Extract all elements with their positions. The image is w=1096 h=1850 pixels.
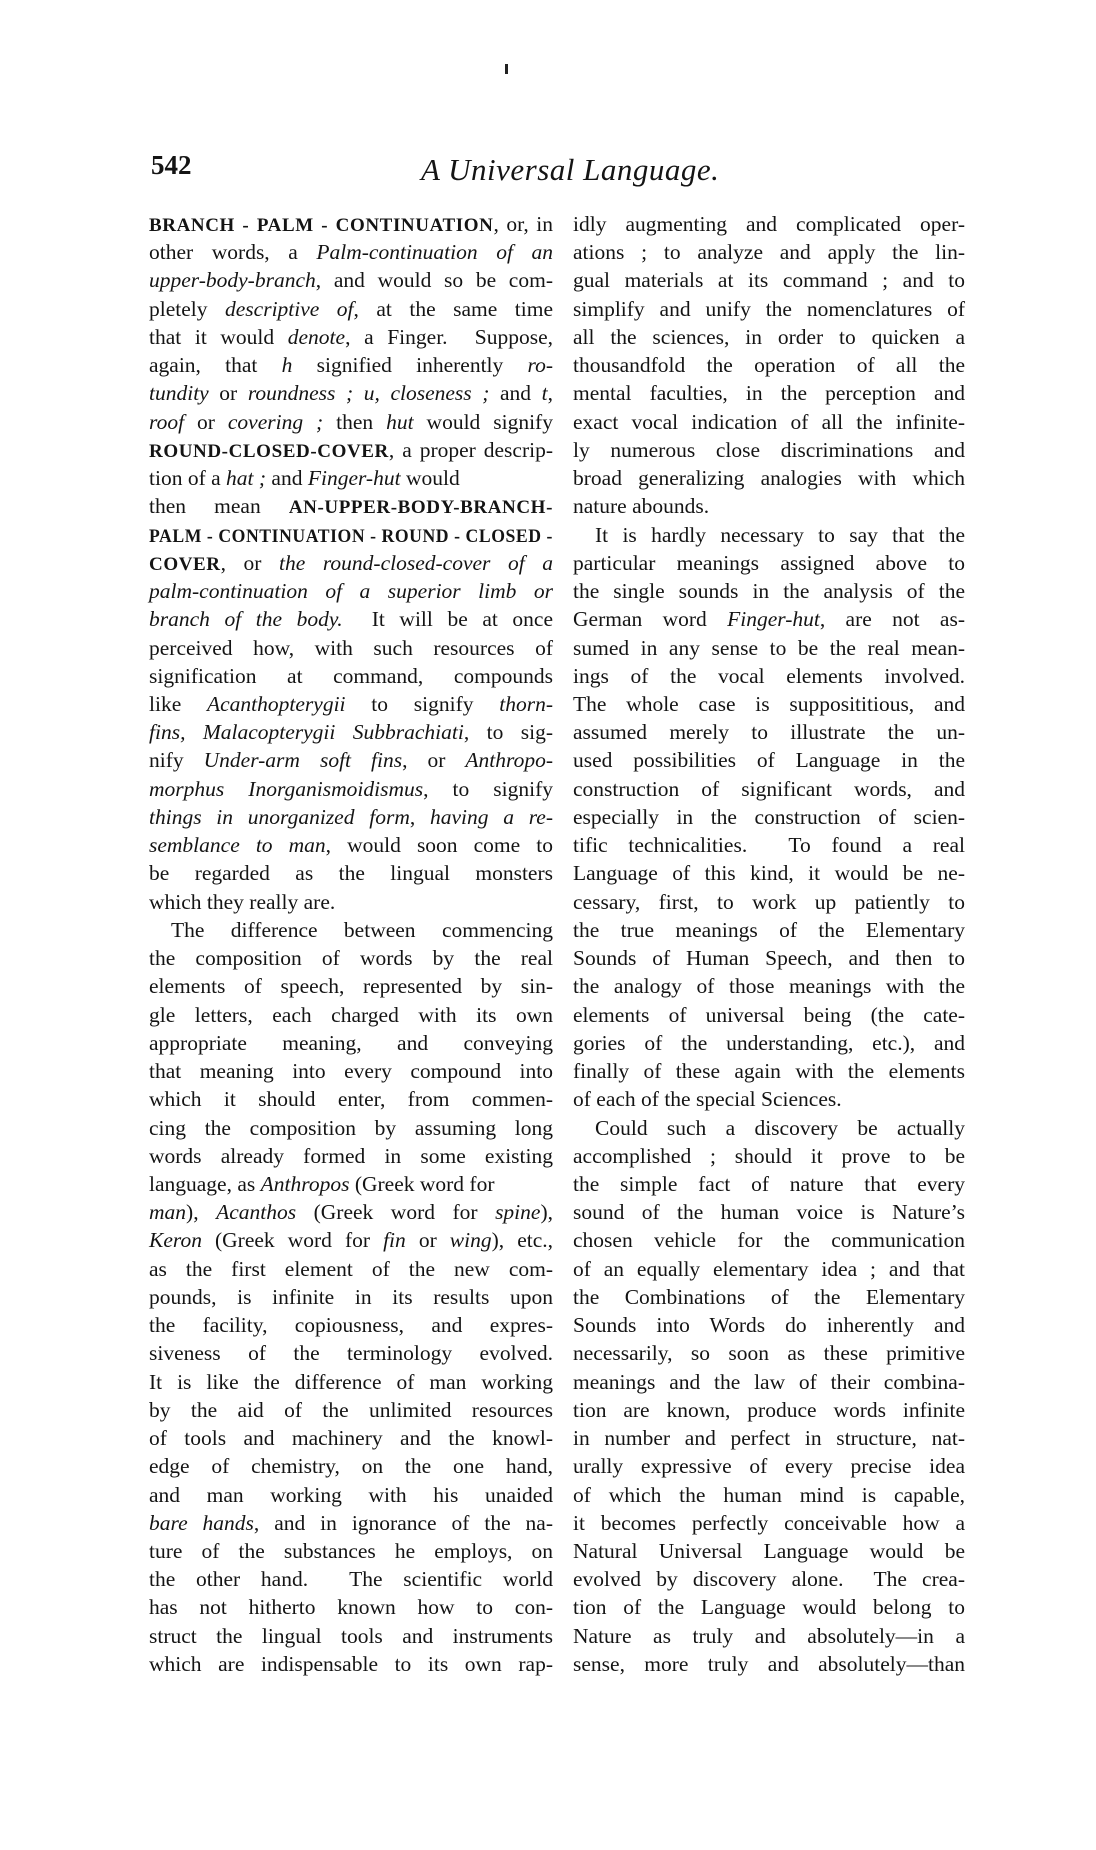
body-text: or	[184, 409, 228, 434]
text-line	[573, 1114, 965, 1142]
body-text: pletely	[149, 296, 225, 321]
text-line	[149, 1565, 553, 1593]
italic-text: having a re-	[429, 804, 553, 829]
body-text: the facility, copiousness, and expres-	[149, 1313, 553, 1338]
body-text: , or	[220, 550, 280, 575]
body-text: appropriate meaning, and conveying	[149, 1030, 553, 1055]
text-line	[573, 605, 965, 633]
text-line	[573, 1198, 965, 1226]
body-text: that it would	[149, 324, 288, 349]
body-text: ),	[540, 1200, 553, 1225]
body-text: as the first element of the new com-	[149, 1256, 553, 1281]
text-line	[573, 577, 965, 605]
page-number: 542	[151, 150, 192, 180]
small-caps-text: PALM - CONTINUATION - ROUND - CLOSED -	[149, 525, 553, 547]
italic-text: fins, Malacopterygii Subbrachiati	[149, 720, 464, 745]
body-text: of which the human mind is capable,	[573, 1482, 965, 1507]
italic-text: hat ;	[226, 466, 267, 491]
body-text: It is like the difference of man working	[149, 1369, 553, 1394]
italic-text: covering ;	[227, 409, 324, 434]
body-text: siveness of the terminology evolved.	[149, 1341, 553, 1366]
text-line	[573, 1622, 965, 1650]
text-line	[149, 972, 553, 1000]
text-line	[149, 577, 553, 605]
italic-text: Anthropos	[260, 1171, 350, 1196]
body-text: words already formed in some existing	[149, 1143, 553, 1168]
text-line	[573, 1142, 965, 1170]
italic-text: tundity	[149, 381, 209, 406]
text-line	[149, 634, 553, 662]
small-caps-text: ROUND-CLOSED-COVER	[149, 440, 389, 462]
body-text: tion of a	[149, 466, 227, 491]
body-text: has not hitherto known how to con-	[149, 1595, 553, 1620]
text-line	[573, 210, 965, 238]
text-line	[149, 379, 553, 407]
body-text: of each of the special Sciences.	[573, 1087, 842, 1112]
italic-text: Acanthos	[216, 1200, 297, 1225]
body-text: gual materials at its command ; and to	[573, 268, 965, 293]
text-line	[149, 1339, 553, 1367]
body-text: the analogy of those meanings with the	[573, 974, 965, 999]
text-line	[573, 351, 965, 379]
small-caps-text: AN-UPPER-BODY-BRANCH-	[288, 497, 553, 519]
italic-text: man	[149, 1200, 187, 1225]
body-text: Could such a discovery be actually	[595, 1115, 965, 1140]
text-line	[149, 944, 553, 972]
body-text: cessary, first, to work up patiently to	[573, 889, 965, 914]
body-text: assumed merely to illustrate the un-	[573, 720, 965, 745]
body-text: and	[489, 381, 542, 406]
body-text: especially in the construction of scien-	[573, 804, 965, 829]
body-text: other words, a	[149, 240, 317, 265]
body-text: , or	[402, 748, 466, 773]
italic-text: thorn-	[499, 691, 553, 716]
body-text: ly numerous close discriminations and	[573, 437, 965, 462]
body-text: the true meanings of the Elementary	[573, 917, 965, 942]
text-line	[573, 1085, 965, 1113]
text-line	[149, 238, 553, 266]
italic-text: things in unorganized form	[149, 804, 410, 829]
body-text: the Combinations of the Elementary	[573, 1284, 965, 1309]
body-text: Sounds of Human Speech, and then to	[573, 946, 965, 971]
text-line	[149, 266, 553, 294]
body-text: then mean	[149, 494, 289, 519]
body-text: of an equally elementary idea ; and that	[573, 1256, 965, 1281]
text-line	[573, 1565, 965, 1593]
body-text: pounds, is infinite in its results upon	[149, 1284, 553, 1309]
italic-text: Acanthopterygii	[207, 691, 346, 716]
text-line	[149, 1481, 553, 1509]
body-text: to signify	[345, 691, 500, 716]
text-column-right	[573, 210, 965, 1678]
text-line	[149, 1001, 553, 1029]
body-text: sense, more truly and absolutely—than	[573, 1651, 965, 1676]
scan-mark	[505, 64, 508, 74]
body-text: be regarded as the lingual monsters	[149, 861, 553, 886]
text-line	[573, 1396, 965, 1424]
body-text: nature abounds.	[573, 494, 710, 519]
text-line	[573, 1170, 965, 1198]
text-line	[149, 1198, 553, 1226]
body-text: particular meanings assigned above to	[573, 550, 965, 575]
body-text: , a proper descrip-	[388, 437, 553, 462]
running-head-title: A Universal Language.	[421, 152, 720, 187]
body-text: of tools and machinery and the knowl-	[149, 1426, 553, 1451]
body-text: which are indispensable to its own rap-	[149, 1651, 553, 1676]
text-line	[149, 1650, 553, 1678]
text-line	[573, 690, 965, 718]
text-line	[573, 408, 965, 436]
text-line	[149, 718, 553, 746]
text-line	[573, 1029, 965, 1057]
body-text: , a Finger. Suppose,	[345, 324, 553, 349]
italic-text: Under-arm soft fins	[203, 748, 403, 773]
text-line	[149, 295, 553, 323]
text-line	[149, 1396, 553, 1424]
body-text: finally of these again with the elements	[573, 1059, 965, 1084]
text-line	[149, 1509, 553, 1537]
text-line	[149, 323, 553, 351]
small-caps-text: COVER	[149, 553, 221, 575]
body-text: ), etc.,	[491, 1228, 553, 1253]
italic-text: fin	[383, 1228, 406, 1253]
body-text: the other hand. The scientific world	[149, 1567, 553, 1592]
text-line	[149, 436, 553, 464]
italic-text: hut	[386, 409, 414, 434]
italic-text: descriptive of	[225, 296, 354, 321]
text-line	[149, 859, 553, 887]
text-line	[149, 1283, 553, 1311]
body-text: tion are known, produce words infinite	[573, 1397, 965, 1422]
body-text: edge of chemistry, on the one hand,	[149, 1454, 553, 1479]
body-text: mental faculties, in the perception and	[573, 381, 965, 406]
body-text: meanings and the law of their combina-	[573, 1369, 965, 1394]
text-line	[573, 1368, 965, 1396]
body-text: struct the lingual tools and instruments	[149, 1623, 553, 1648]
body-text: the single sounds in the analysis of the	[573, 579, 965, 604]
body-text: The whole case is supposititious, and	[573, 691, 965, 716]
text-line	[573, 803, 965, 831]
italic-text: Anthropo-	[465, 748, 553, 773]
body-text: elements of speech, represented by sin-	[149, 974, 553, 999]
body-text: , and in ignorance of the na-	[253, 1510, 553, 1535]
text-line	[573, 1226, 965, 1254]
body-text: exact vocal indication of all the infinite-	[573, 409, 965, 434]
text-line	[149, 1424, 553, 1452]
text-line	[149, 1255, 553, 1283]
body-text: language, as	[149, 1171, 261, 1196]
text-line	[573, 323, 965, 351]
body-text: tific technicalities. To found a real	[573, 833, 965, 858]
text-line	[149, 1622, 553, 1650]
text-line	[149, 803, 553, 831]
text-line	[149, 549, 553, 577]
body-text: in number and perfect in structure, nat-	[573, 1426, 965, 1451]
body-text: , at the same time	[353, 296, 553, 321]
body-text: cing the composition by assuming long	[149, 1115, 553, 1140]
body-text: necessarily, so soon as these primitive	[573, 1341, 965, 1366]
body-text: thousandfold the operation of all the	[573, 353, 965, 378]
text-line	[149, 351, 553, 379]
text-line	[573, 1481, 965, 1509]
body-text: signified inherently	[292, 353, 528, 378]
text-line	[149, 1029, 553, 1057]
body-text: nify	[149, 748, 204, 773]
italic-text: roundness ; u, closeness ;	[247, 381, 490, 406]
body-text: ,	[547, 381, 553, 406]
body-text: that meaning into every compound into	[149, 1059, 553, 1084]
text-line	[573, 492, 965, 520]
body-text: again, that	[149, 353, 282, 378]
body-text: elements of universal being (the cate-	[573, 1002, 965, 1027]
text-line	[573, 1283, 965, 1311]
body-text: simplify and unify the nomenclatures of	[573, 296, 965, 321]
text-column-left	[149, 210, 553, 1678]
body-text: sumed in any sense to be the real mean-	[573, 635, 965, 660]
body-text: sound of the human voice is Nature’s	[573, 1200, 965, 1225]
italic-text: ro-	[527, 353, 553, 378]
italic-text: spine	[495, 1200, 541, 1225]
text-line	[149, 1593, 553, 1621]
italic-text: t	[541, 381, 548, 406]
body-text: ),	[186, 1200, 217, 1225]
text-line	[573, 549, 965, 577]
text-line	[149, 690, 553, 718]
text-line	[573, 521, 965, 549]
body-text: , and would so be com-	[315, 268, 553, 293]
body-text: (Greek word for	[201, 1228, 384, 1253]
text-line	[149, 521, 553, 549]
text-line	[573, 1057, 965, 1085]
text-line	[573, 859, 965, 887]
small-caps-text: BRANCH - PALM - CONTINUATION	[149, 215, 494, 236]
text-line	[149, 1226, 553, 1254]
italic-text: upper-body-branch	[149, 268, 316, 293]
body-text: , or, in	[493, 212, 553, 236]
text-line	[149, 1368, 553, 1396]
text-line	[149, 605, 553, 633]
text-line	[573, 266, 965, 294]
italic-text: wing	[449, 1228, 492, 1253]
text-line	[573, 1537, 965, 1565]
body-text: , are not as-	[819, 607, 965, 632]
body-text: construction of significant words, and	[573, 776, 965, 801]
text-line	[573, 831, 965, 859]
italic-text: the round-closed-cover of a	[279, 550, 553, 575]
body-text: idly augmenting and complicated oper-	[573, 212, 965, 236]
body-text: ings of the vocal elements involved.	[573, 663, 965, 688]
text-line	[149, 492, 553, 520]
body-text: it becomes perfectly conceivable how a	[573, 1510, 965, 1535]
italic-text: Finger-hut	[727, 607, 820, 632]
text-line	[149, 210, 553, 238]
body-text: The difference between commencing	[171, 917, 553, 942]
body-text: evolved by discovery alone. The crea-	[573, 1567, 965, 1592]
italic-text: roof	[149, 409, 185, 434]
text-line	[573, 1650, 965, 1678]
text-line	[149, 1057, 553, 1085]
body-text: , to sig-	[463, 720, 553, 745]
text-line	[149, 1537, 553, 1565]
text-line	[149, 916, 553, 944]
italic-text: Keron	[149, 1228, 202, 1253]
body-text: which it should enter, from commen-	[149, 1087, 553, 1112]
body-text: would signify	[413, 409, 553, 434]
text-line	[573, 1311, 965, 1339]
text-line	[149, 1114, 553, 1142]
body-text: It is hardly necessary to say that the	[595, 522, 965, 547]
text-line	[573, 1255, 965, 1283]
body-text: then	[323, 409, 387, 434]
text-line	[573, 746, 965, 774]
body-text: and man working with his unaided	[149, 1482, 553, 1507]
text-line	[149, 775, 553, 803]
italic-text: Palm-continuation of an	[316, 240, 553, 265]
body-text: perceived how, with such resources of	[149, 635, 553, 660]
body-text: Natural Universal Language would be	[573, 1539, 965, 1564]
text-line	[149, 1085, 553, 1113]
body-text: chosen vehicle for the communication	[573, 1228, 965, 1253]
body-text: tion of the Language would belong to	[573, 1595, 965, 1620]
body-text: broad generalizing analogies with which	[573, 466, 965, 491]
body-text: or	[208, 381, 248, 406]
text-line	[573, 775, 965, 803]
text-line	[573, 1424, 965, 1452]
text-line	[573, 888, 965, 916]
italic-text: palm-continuation of a superior limb or	[149, 579, 553, 604]
text-line	[149, 831, 553, 859]
body-text: all the sciences, in order to quicken a	[573, 324, 965, 349]
text-line	[573, 634, 965, 662]
body-text: gories of the understanding, etc.), and	[573, 1030, 965, 1055]
italic-text: h	[281, 353, 293, 378]
body-text: by the aid of the unlimited resources	[149, 1397, 553, 1422]
text-line	[149, 1142, 553, 1170]
body-text: , would soon come to	[325, 833, 553, 858]
text-line	[573, 238, 965, 266]
text-line	[149, 1170, 553, 1198]
italic-text: morphus Inorganismoidismus	[149, 776, 424, 801]
text-line	[149, 888, 553, 916]
text-line	[573, 1593, 965, 1621]
text-line	[149, 1452, 553, 1480]
body-text: Language of this kind, it would be ne-	[573, 861, 965, 886]
body-text: Nature as truly and absolutely—in a	[573, 1623, 965, 1648]
italic-text: denote	[287, 324, 346, 349]
text-line	[573, 944, 965, 972]
text-line	[573, 1509, 965, 1537]
body-text: accomplished ; should it prove to be	[573, 1143, 965, 1168]
text-line	[149, 1311, 553, 1339]
body-text: ations ; to analyze and apply the lin-	[573, 240, 965, 265]
text-line	[573, 295, 965, 323]
body-text: used possibilities of Language in the	[573, 748, 965, 773]
italic-text: branch of the body.	[149, 607, 343, 632]
body-text: , to signify	[423, 776, 553, 801]
body-text: the composition of words by the real	[149, 946, 553, 971]
italic-text: bare hands	[149, 1510, 254, 1535]
text-line	[573, 662, 965, 690]
text-line	[573, 379, 965, 407]
body-text: or	[405, 1228, 450, 1253]
body-text: It will be at once	[342, 607, 553, 632]
text-line	[149, 464, 553, 492]
text-line	[573, 718, 965, 746]
body-text: German word	[573, 607, 728, 632]
body-text: ,	[409, 804, 430, 829]
body-text: which they really are.	[149, 889, 336, 914]
body-text: and	[266, 466, 308, 491]
text-line	[573, 916, 965, 944]
text-line	[149, 408, 553, 436]
body-text: (Greek word for	[296, 1200, 496, 1225]
body-text: signification at command, compounds	[149, 663, 553, 688]
body-text: the simple fact of nature that every	[573, 1171, 965, 1196]
body-text: would	[400, 466, 460, 491]
text-line	[149, 662, 553, 690]
text-line	[573, 1001, 965, 1029]
italic-text: Finger-hut	[307, 466, 401, 491]
text-line	[573, 464, 965, 492]
text-line	[573, 1452, 965, 1480]
body-text: like	[149, 691, 207, 716]
body-text: Sounds into Words do inherently and	[573, 1313, 965, 1338]
body-text: (Greek word for	[349, 1171, 495, 1196]
body-text: ture of the substances he employs, on	[149, 1539, 553, 1564]
text-line	[149, 746, 553, 774]
text-line	[573, 972, 965, 1000]
body-text: urally expressive of every precise idea	[573, 1454, 965, 1479]
body-text: gle letters, each charged with its own	[149, 1002, 553, 1027]
text-line	[573, 1339, 965, 1367]
italic-text: semblance to man	[149, 833, 326, 858]
text-line	[573, 436, 965, 464]
